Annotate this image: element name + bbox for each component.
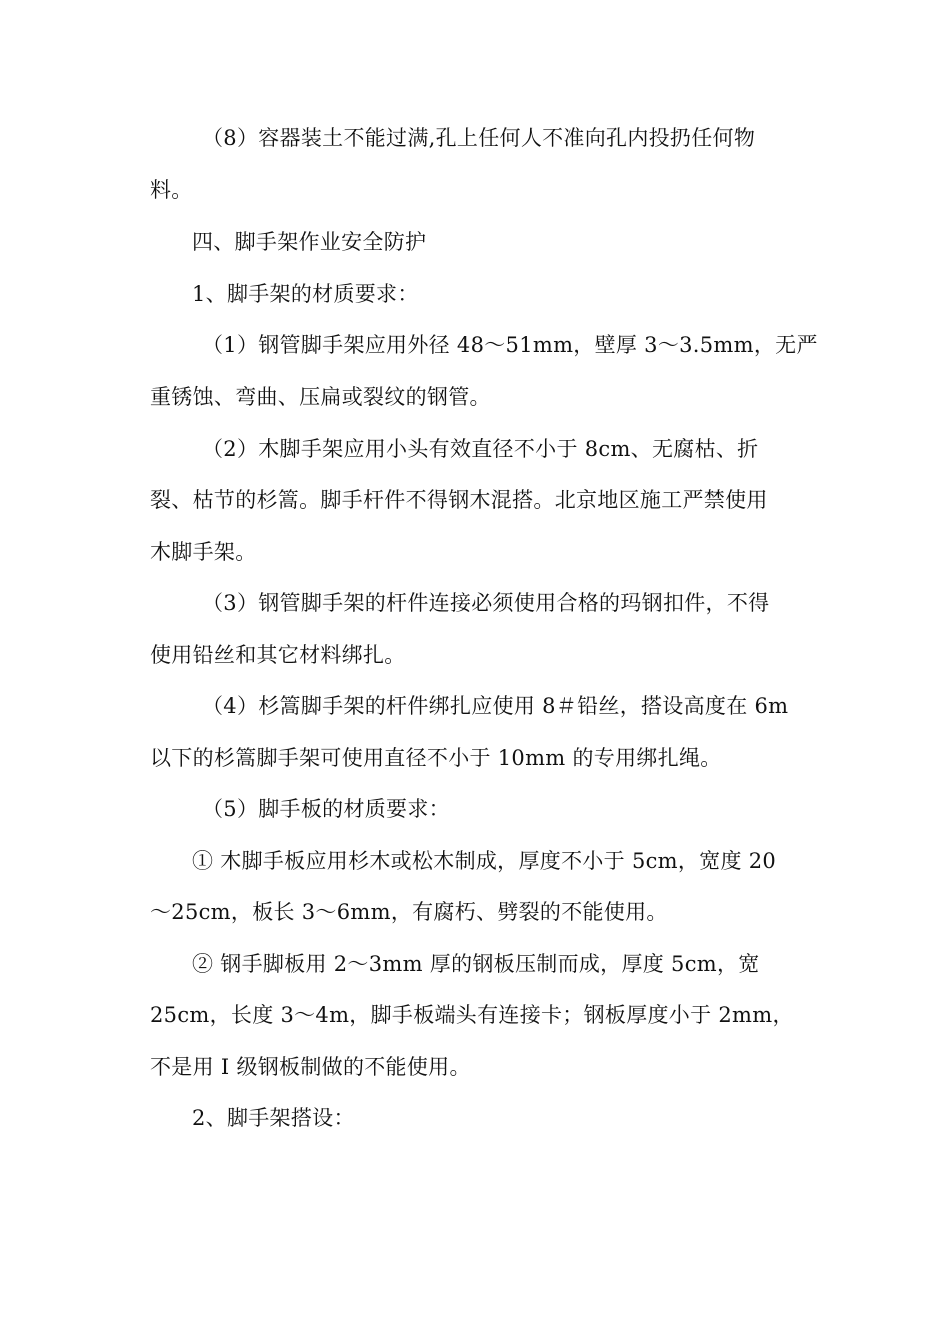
paragraph-fir-pole-line-1: （4）杉篙脚手架的杆件绑扎应使用 8＃铅丝，搭设高度在 6m	[202, 694, 789, 718]
paragraph-fastener-line-1: （3）钢管脚手架的杆件连接必须使用合格的玛钢扣件，不得	[202, 591, 770, 615]
subheading-scaffold-erection: 2、脚手架搭设：	[192, 1106, 355, 1130]
paragraph-wood-board-line-1: ① 木脚手板应用杉木或松木制成，厚度不小于 5cm，宽度 20	[192, 849, 777, 873]
paragraph-steel-board-line-1: ② 钢手脚板用 2～3mm 厚的钢板压制而成，厚度 5cm，宽	[192, 952, 760, 976]
paragraph-steel-pipe-line-2: 重锈蚀、弯曲、压扁或裂纹的钢管。	[150, 385, 491, 409]
subheading-material-requirements: 1、脚手架的材质要求：	[192, 282, 419, 306]
paragraph-item-8-line-2: 料。	[150, 178, 193, 202]
paragraph-fastener-line-2: 使用铅丝和其它材料绑扎。	[150, 643, 406, 667]
paragraph-steel-board-line-2: 25cm，长度 3～4m，脚手板端头有连接卡；钢板厚度小于 2mm，	[150, 1003, 794, 1027]
paragraph-item-8-line-1: （8）容器装土不能过满,孔上任何人不准向孔内投扔任何物	[202, 126, 756, 150]
section-heading-scaffold-safety: 四、脚手架作业安全防护	[192, 230, 427, 254]
paragraph-steel-board-line-3: 不是用 I 级钢板制做的不能使用。	[150, 1055, 471, 1079]
paragraph-wood-scaffold-line-3: 木脚手架。	[150, 540, 257, 564]
paragraph-wood-scaffold-line-2: 裂、枯节的杉篙。脚手杆件不得钢木混搭。北京地区施工严禁使用	[150, 488, 768, 512]
paragraph-wood-board-line-2: ～25cm，板长 3～6mm，有腐朽、劈裂的不能使用。	[150, 900, 668, 924]
paragraph-steel-pipe-line-1: （1）钢管脚手架应用外径 48～51mm，壁厚 3～3.5mm，无严	[202, 333, 818, 357]
paragraph-fir-pole-line-2: 以下的杉篙脚手架可使用直径不小于 10mm 的专用绑扎绳。	[150, 746, 722, 770]
paragraph-wood-scaffold-line-1: （2）木脚手架应用小头有效直径不小于 8cm、无腐枯、折	[202, 437, 759, 461]
subheading-board-material: （5）脚手板的材质要求：	[202, 797, 450, 821]
